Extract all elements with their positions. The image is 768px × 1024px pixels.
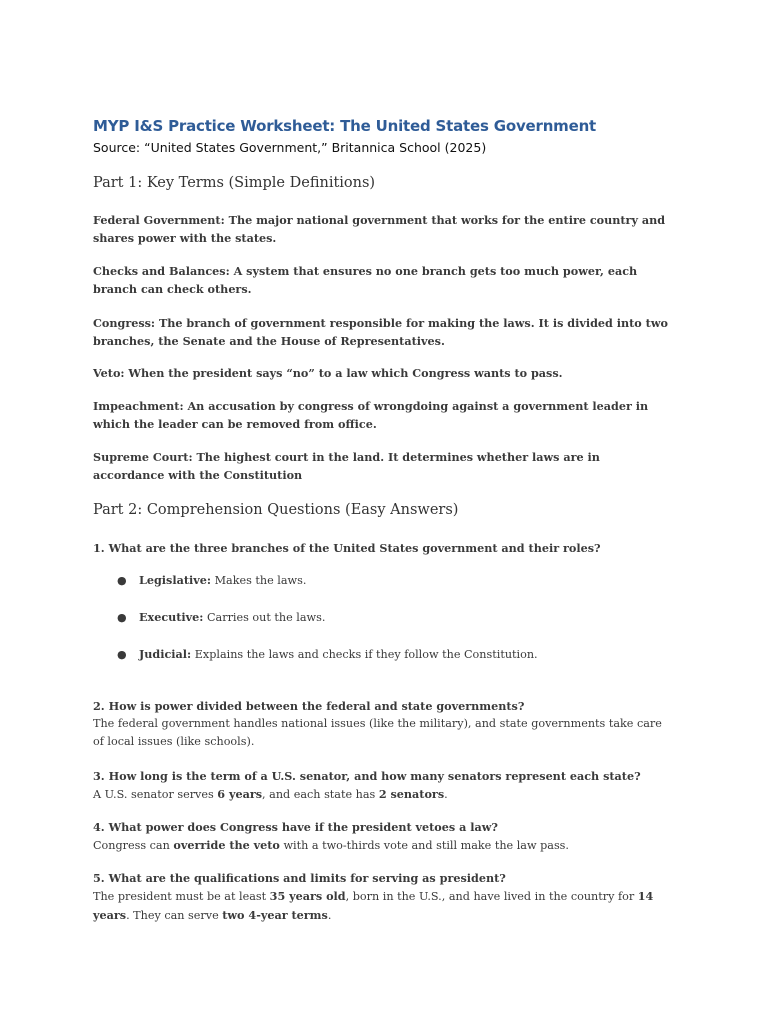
part2-heading: Part 2: Comprehension Questions (Easy Answers) xyxy=(93,502,459,518)
term-supreme-court: Supreme Court: The highest court in the land. It determines whether laws are in accordance with the Constitution xyxy=(93,450,600,482)
term-federal-government: Federal Government: The major national government that works for the entire country and shares power with the states. xyxy=(93,213,666,245)
question-3: 3. How long is the term of a U.S. senator, and how many senators represent each state? xyxy=(93,769,641,783)
question-5-block xyxy=(93,869,673,925)
bullet-icon: ● xyxy=(117,648,127,661)
source-citation: Source: “United States Government,” Britannica School (2025) xyxy=(93,140,487,155)
page-title: MYP I&S Practice Worksheet: The United States Government xyxy=(93,117,597,135)
bullet-icon: ● xyxy=(117,574,127,587)
part1-heading: Part 1: Key Terms (Simple Definitions) xyxy=(93,175,376,191)
question-2-block xyxy=(93,697,673,751)
term-congress: Congress: The branch of government responsible for making the laws. It is divided into two branches, the Senate and the House of Representatives. xyxy=(93,316,668,348)
term-impeachment: Impeachment: An accusation by congress of wrongdoing against a government leader in which the leader can be removed from office. xyxy=(93,399,649,431)
list-item-legislative: ● Legislative: Makes the laws. xyxy=(117,573,307,587)
term-checks-and-balances: Checks and Balances: A system that ensures no one branch gets too much power, each branch can check others. xyxy=(93,264,638,296)
answer-4: Congress can override the veto with a two-thirds vote and still make the law pass. xyxy=(93,838,569,852)
answer-3: A U.S. senator serves 6 years, and each state has 2 senators. xyxy=(93,787,448,801)
list-item-judicial: ● Judicial: Explains the laws and checks if they follow the Constitution. xyxy=(117,647,538,661)
bullet-icon: ● xyxy=(117,611,127,624)
question-5: 5. What are the qualifications and limits for serving as president? xyxy=(93,871,506,885)
question-4-block xyxy=(93,818,673,855)
question-2: 2. How is power divided between the federal and state governments? xyxy=(93,699,525,713)
question-1: 1. What are the three branches of the United States government and their roles? xyxy=(93,541,601,555)
question-3-block xyxy=(93,767,673,804)
answer-2: The federal government handles national issues (like the military), and state governments take care of local issues (like schools). xyxy=(93,717,662,748)
question-4: 4. What power does Congress have if the president vetoes a law? xyxy=(93,820,498,834)
term-veto: Veto: When the president says “no” to a law which Congress wants to pass. xyxy=(93,366,563,380)
list-item-executive: ● Executive: Carries out the laws. xyxy=(117,610,326,624)
answer-5: The president must be at least 35 years old, born in the U.S., and have lived in the country for 14 years. They can serve two 4-year terms. xyxy=(93,889,654,922)
